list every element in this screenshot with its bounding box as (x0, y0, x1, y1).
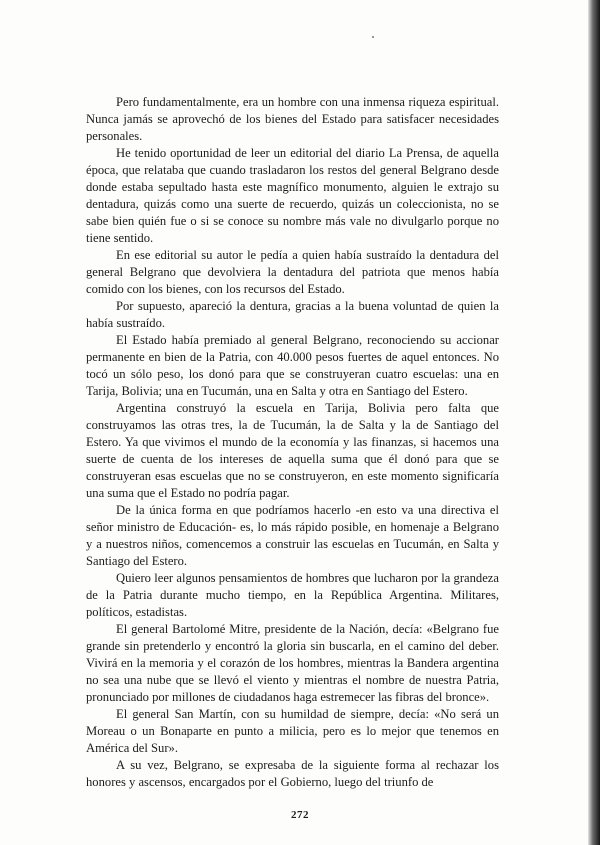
paragraph: En ese editorial su autor le pedía a quien había sustraído la dentadura del general Belgrano que devolviera la dentadura del patriota que menos había comido con los bienes, con los recursos del Estado. (86, 248, 499, 296)
paragraph: Quiero leer algunos pensamientos de hombres que lucharon por la grandeza de la Patria durante mucho tiempo, en la República Argentina. Militares, políticos, estadistas. (86, 571, 499, 619)
paragraph: Pero fundamentalmente, era un hombre con una inmensa riqueza espiritual. Nunca jamás se aprovechó de los bienes del Estado para satisfacer necesidades personales. (86, 95, 499, 143)
paragraph: A su vez, Belgrano, se expresaba de la siguiente forma al rechazar los honores y ascensos, encargados por el Gobierno, luego del triunfo de (86, 758, 499, 789)
scan-speck (372, 36, 374, 38)
page-number: 272 (291, 809, 309, 821)
paragraph: Argentina construyó la escuela en Tarija, Bolivia pero falta que construyamos las otras tres, la de Tucumán, la de Salta y la de Santiago del Estero. Ya que vivimos el mundo de la economía y las finanzas, si hacemos una suerte de cuenta de los intereses de aquella suma que él donó para que se construyeran esas escuelas que no se construyeron, en este momento significaría una suma que el Estado no podría pagar. (86, 401, 499, 500)
paragraph: El general San Martín, con su humildad de siempre, decía: «No será un Moreau o un Bonaparte en punto a milicia, pero es lo mejor que tenemos en América del Sur». (86, 707, 499, 755)
paragraph: El general Bartolomé Mitre, presidente de la Nación, decía: «Belgrano fue grande sin pretenderlo y encontró la gloria sin buscarla, en el camino del deber. Vivirá en la memoria y el corazón de los hombres, mientras la Bandera argentina no sea una nube que se llevó el viento y mientras el nombre de nuestra Patria, pronunciado por millones de ciudadanos haga estremecer las fibras del bronce». (86, 622, 499, 704)
paragraph: De la única forma en que podríamos hacerlo -en esto va una directiva el señor ministro de Educación- es, lo más rápido posible, en homenaje a Belgrano y a nuestros niños, comencemos a construir las escuelas en Tucumán, en Salta y Santiago del Estero. (86, 503, 499, 568)
scan-edge-shadow (588, 0, 600, 845)
paragraph: Por supuesto, apareció la dentura, gracias a la buena voluntad de quien la había sustraído. (86, 299, 499, 330)
paragraph: He tenido oportunidad de leer un editorial del diario La Prensa, de aquella época, que relataba que cuando trasladaron los restos del general Belgrano desde donde estaba sepultado hasta este magnífico monumento, alguien le extrajo su dentadura, quizás como una suerte de recuerdo, quizás un coleccionista, no se sabe bien quién fue o si se conoce su nombre más vale no divulgarlo porque no tiene sentido. (86, 146, 499, 245)
paragraph: El Estado había premiado al general Belgrano, reconociendo su accionar permanente en bien de la Patria, con 40.000 pesos fuertes de aquel entonces. No tocó un sólo peso, los donó para que se construyeran cuatro escuelas: una en Tarija, Bolivia; una en Tucumán, una en Salta y otra en Santiago del Estero. (86, 333, 499, 398)
text-body (86, 94, 499, 791)
